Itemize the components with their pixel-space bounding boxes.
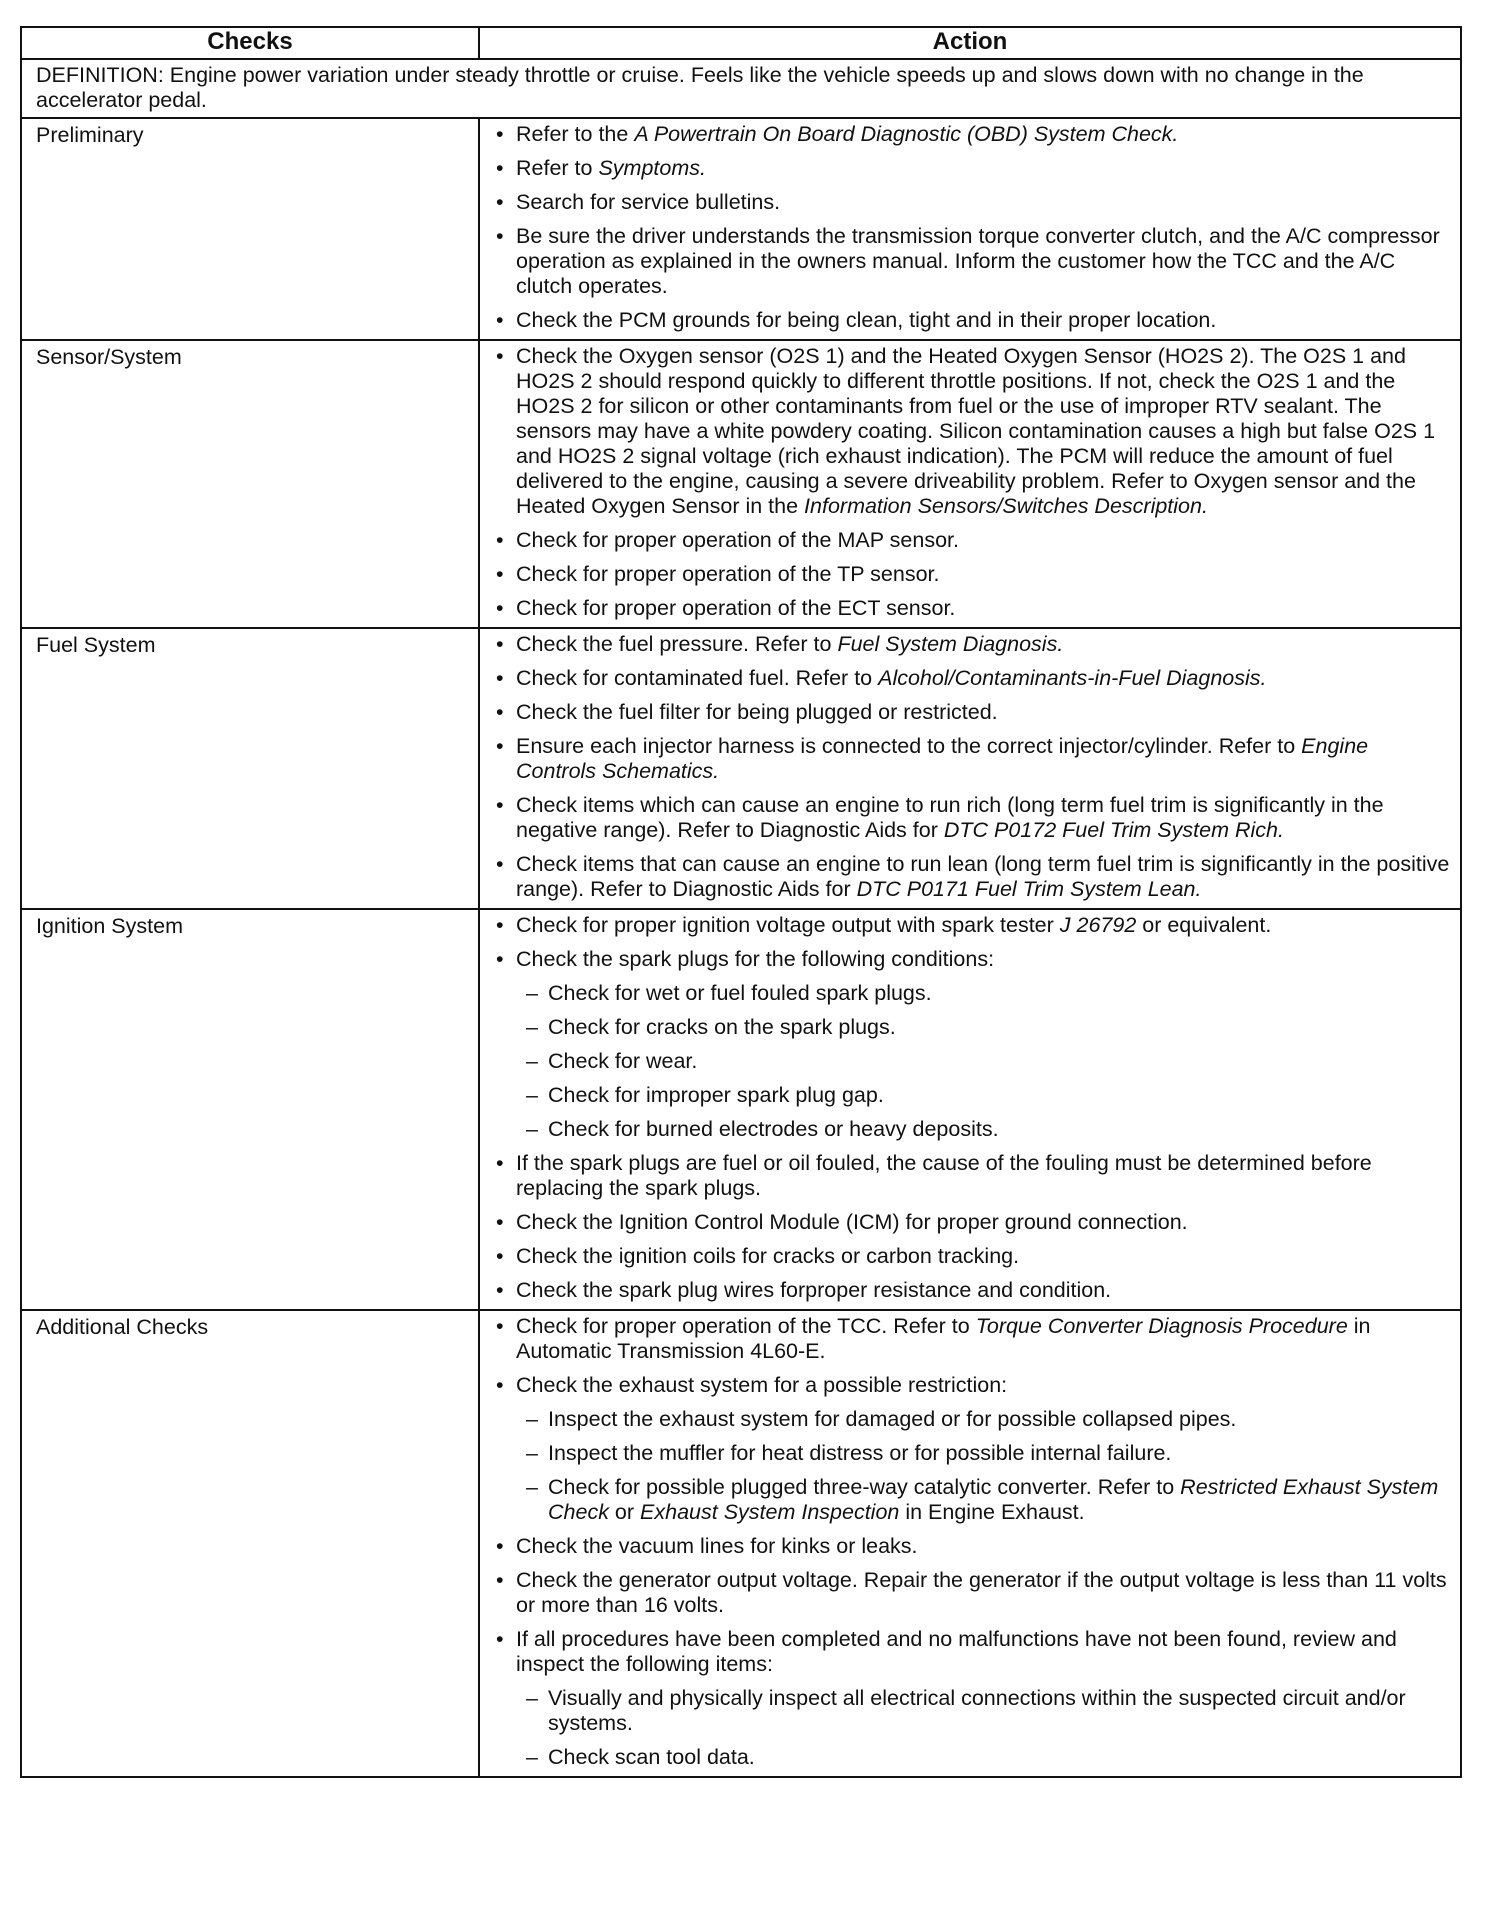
table-body bbox=[21, 59, 1461, 1777]
item-text: Inspect the muffler for heat distress or for possible internal failure. bbox=[548, 1441, 1172, 1465]
item-text: Refer to the bbox=[516, 122, 635, 146]
action-cell bbox=[479, 628, 1461, 909]
list-item bbox=[494, 1210, 1454, 1235]
list-item bbox=[494, 122, 1454, 147]
item-text: Check for wear. bbox=[548, 1049, 698, 1073]
item-text: Check the Oxygen sensor (O2S 1) and the Heated Oxygen Sensor (HO2S 2). The O2S 1 and HO2S 2 should respond quickly to different throttle positions. If not, check the O2S 1 and the HO2S 2 for silicon or other contaminants from fuel or the use of improper RTV sealant. The sensors may have a white powdery coating. Silicon contamination causes a high but false O2S 1 and HO2S 2 signal voltage (rich exhaust indication). The PCM will reduce the amount of fuel delivered to the engine, causing a severe driveability problem. Refer to Oxygen sensor and the Heated Oxygen Sensor in the bbox=[516, 344, 1436, 518]
check-label: Preliminary bbox=[21, 118, 479, 340]
check-label: Additional Checks bbox=[21, 1310, 479, 1777]
list-item bbox=[494, 632, 1454, 657]
item-text: Check for wet or fuel fouled spark plugs. bbox=[548, 981, 932, 1005]
sub-list-item bbox=[494, 1083, 1454, 1108]
item-text: Inspect the exhaust system for damaged or for possible collapsed pipes. bbox=[548, 1407, 1237, 1431]
list-item bbox=[494, 1568, 1454, 1618]
reference-text: Information Sensors/Switches Description. bbox=[804, 494, 1208, 518]
action-list bbox=[494, 1314, 1454, 1770]
list-item bbox=[494, 344, 1454, 519]
item-text: Check for proper ignition voltage output with spark tester bbox=[516, 913, 1060, 937]
section-row-fuel-system bbox=[21, 628, 1461, 909]
list-item bbox=[494, 1314, 1454, 1364]
item-text: Refer to bbox=[516, 156, 599, 180]
action-cell bbox=[479, 118, 1461, 340]
item-text: Check for possible plugged three-way catalytic converter. Refer to bbox=[548, 1475, 1181, 1499]
item-text: Check items which can cause an engine to run rich (long term fuel trim is significantly in the negative range). Refer to Diagnostic Aids for bbox=[516, 793, 1384, 842]
checks-column-header: Checks bbox=[21, 27, 479, 59]
reference-text: Engine Controls Schematics. bbox=[516, 734, 1369, 783]
list-item bbox=[494, 562, 1454, 587]
list-item bbox=[494, 852, 1454, 902]
check-label: Ignition System bbox=[21, 909, 479, 1310]
list-item bbox=[494, 793, 1454, 843]
item-text: or bbox=[608, 1500, 641, 1524]
action-cell bbox=[479, 1310, 1461, 1777]
item-text: Check for proper operation of the TP sensor. bbox=[516, 562, 940, 586]
list-item bbox=[494, 700, 1454, 725]
item-text: Check the vacuum lines for kinks or leaks. bbox=[516, 1534, 918, 1558]
action-list bbox=[494, 913, 1454, 1303]
sub-list-item bbox=[494, 1049, 1454, 1074]
list-item bbox=[494, 190, 1454, 215]
item-text: Check for cracks on the spark plugs. bbox=[548, 1015, 896, 1039]
item-text: Check for proper operation of the TCC. Refer to bbox=[516, 1314, 976, 1338]
sub-list-item bbox=[494, 1686, 1454, 1736]
item-text: Check the PCM grounds for being clean, tight and in their proper location. bbox=[516, 308, 1217, 332]
item-text: Check the ignition coils for cracks or carbon tracking. bbox=[516, 1244, 1020, 1268]
list-item bbox=[494, 224, 1454, 299]
reference-text: Torque Converter Diagnosis Procedure bbox=[975, 1314, 1348, 1338]
action-list bbox=[494, 122, 1454, 333]
reference-text: Symptoms. bbox=[598, 156, 706, 180]
sub-list-item bbox=[494, 981, 1454, 1006]
item-text: If all procedures have been completed and no malfunctions have not been found, review and inspect the following items: bbox=[516, 1627, 1397, 1676]
definition-text: DEFINITION: Engine power variation under steady throttle or cruise. Feels like the vehicle speeds up and slows down with no change in the accelerator pedal. bbox=[21, 59, 1461, 118]
reference-text: DTC P0171 Fuel Trim System Lean. bbox=[856, 877, 1202, 901]
section-row-sensor-system bbox=[21, 340, 1461, 628]
list-item bbox=[494, 156, 1454, 181]
section-row-ignition-system bbox=[21, 909, 1461, 1310]
item-text: in Engine Exhaust. bbox=[899, 1500, 1085, 1524]
item-text: Check the spark plugs for the following conditions: bbox=[516, 947, 995, 971]
sub-list-item bbox=[494, 1015, 1454, 1040]
list-item bbox=[494, 1151, 1454, 1201]
list-item bbox=[494, 913, 1454, 938]
sub-list-item bbox=[494, 1441, 1454, 1466]
item-text: Check the spark plug wires forproper resistance and condition. bbox=[516, 1278, 1112, 1302]
item-text: Be sure the driver understands the transmission torque converter clutch, and the A/C compressor operation as explained in the owners manual. Inform the customer how the TCC and the A/C clutch operates. bbox=[516, 224, 1440, 298]
list-item bbox=[494, 1534, 1454, 1559]
list-item bbox=[494, 1244, 1454, 1269]
item-text: Check the generator output voltage. Repair the generator if the output voltage is less than 11 volts or more than 16 volts. bbox=[516, 1568, 1447, 1617]
item-text: or equivalent. bbox=[1136, 913, 1272, 937]
item-text: Search for service bulletins. bbox=[516, 190, 781, 214]
item-text: Check for contaminated fuel. Refer to bbox=[516, 666, 879, 690]
reference-text: DTC P0172 Fuel Trim System Rich. bbox=[943, 818, 1284, 842]
action-cell bbox=[479, 340, 1461, 628]
action-column-header: Action bbox=[479, 27, 1461, 59]
reference-text: Alcohol/Contaminants-in-Fuel Diagnosis. bbox=[878, 666, 1267, 690]
reference-text: Restricted Exhaust System Check bbox=[548, 1475, 1439, 1524]
item-text: Visually and physically inspect all electrical connections within the suspected circuit and/or systems. bbox=[548, 1686, 1406, 1735]
item-text: Check the exhaust system for a possible restriction: bbox=[516, 1373, 1008, 1397]
diagnostic-table bbox=[20, 26, 1462, 1778]
sub-list-item bbox=[494, 1745, 1454, 1770]
item-text: If the spark plugs are fuel or oil fouled, the cause of the fouling must be determined before replacing the spark plugs. bbox=[516, 1151, 1372, 1200]
action-cell bbox=[479, 909, 1461, 1310]
item-text: Check the Ignition Control Module (ICM) for proper ground connection. bbox=[516, 1210, 1188, 1234]
reference-text: Exhaust System Inspection bbox=[640, 1500, 900, 1524]
reference-text: Fuel System Diagnosis. bbox=[837, 632, 1064, 656]
item-text: Ensure each injector harness is connected to the correct injector/cylinder. Refer to bbox=[516, 734, 1302, 758]
check-label: Fuel System bbox=[21, 628, 479, 909]
table-header-row bbox=[21, 27, 1461, 59]
sub-list-item bbox=[494, 1407, 1454, 1432]
list-item bbox=[494, 1627, 1454, 1677]
list-item bbox=[494, 734, 1454, 784]
item-text: Check for burned electrodes or heavy deposits. bbox=[548, 1117, 999, 1141]
item-text: Check items that can cause an engine to run lean (long term fuel trim is significantly in the positive range). Refer to Diagnostic Aids for bbox=[516, 852, 1450, 901]
item-text: Check for improper spark plug gap. bbox=[548, 1083, 884, 1107]
list-item bbox=[494, 947, 1454, 972]
sub-list-item bbox=[494, 1475, 1454, 1525]
item-text: Check the fuel pressure. Refer to bbox=[516, 632, 838, 656]
check-label: Sensor/System bbox=[21, 340, 479, 628]
item-text: in Automatic Transmission 4L60-E. bbox=[516, 1314, 1371, 1363]
list-item bbox=[494, 1278, 1454, 1303]
list-item bbox=[494, 666, 1454, 691]
action-list bbox=[494, 344, 1454, 621]
reference-text: J 26792 bbox=[1059, 913, 1137, 937]
item-text: Check for proper operation of the ECT sensor. bbox=[516, 596, 956, 620]
item-text: Check for proper operation of the MAP sensor. bbox=[516, 528, 959, 552]
sub-list-item bbox=[494, 1117, 1454, 1142]
list-item bbox=[494, 1373, 1454, 1398]
list-item bbox=[494, 596, 1454, 621]
section-row-additional-checks bbox=[21, 1310, 1461, 1777]
reference-text: A Powertrain On Board Diagnostic (OBD) System Check. bbox=[634, 122, 1179, 146]
section-row-preliminary bbox=[21, 118, 1461, 340]
list-item bbox=[494, 528, 1454, 553]
list-item bbox=[494, 308, 1454, 333]
item-text: Check scan tool data. bbox=[548, 1745, 755, 1769]
item-text: Check the fuel filter for being plugged or restricted. bbox=[516, 700, 998, 724]
action-list bbox=[494, 632, 1454, 902]
definition-row bbox=[21, 59, 1461, 118]
